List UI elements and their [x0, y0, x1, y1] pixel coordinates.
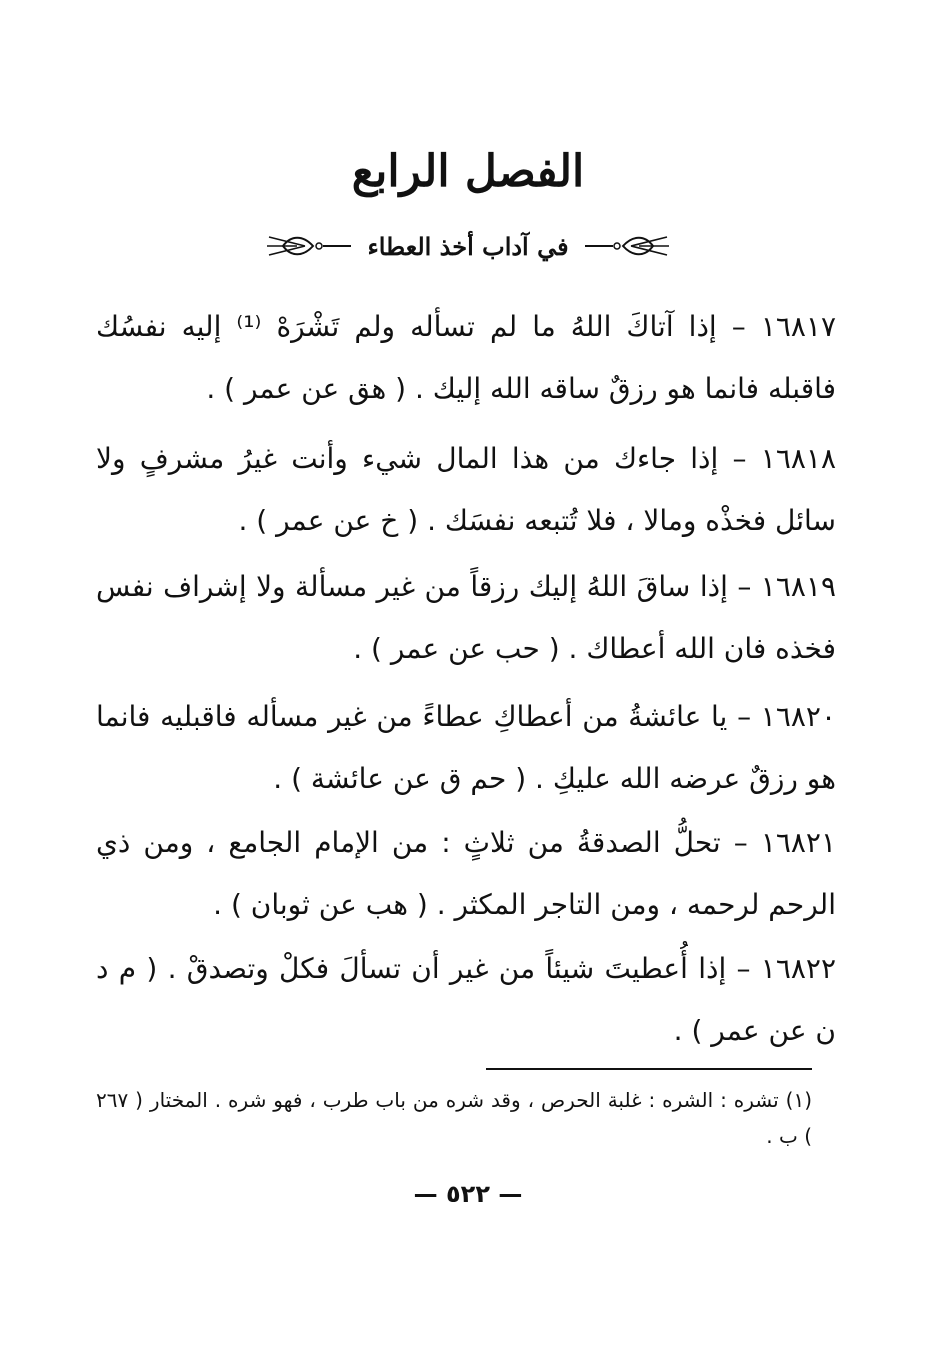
hadith-number: ١٦٨١٧: [760, 310, 837, 343]
hadith-entry: [96, 296, 836, 420]
hadith-entry: [96, 428, 836, 552]
hadith-entry: [96, 812, 836, 936]
hadith-text: – إذا جاءك من هذا المال شيء وأنت غيرُ مشرفٍ ولا سائل فخذْه ومالا ، فلا تُتبعه نفسَك . ( خ عن عمر ) .: [96, 442, 836, 537]
hadith-number: ١٦٨٢١: [760, 826, 837, 859]
floral-ornament-icon: [265, 233, 353, 259]
hadith-number: ١٦٨٢٢: [760, 952, 836, 985]
footnote-divider: [486, 1068, 812, 1070]
chapter-title: الفصل الرابع: [351, 146, 585, 197]
hadith-entry: [96, 686, 836, 810]
hadith-text: – يا عائشةُ من أعطاكِ عطاءً من غير مسأله فاقبليه فانما هو رزقٌ عرضه الله عليكِ . ( حم ق عن عائشة ) .: [96, 700, 836, 795]
hadith-number: ١٦٨١٨: [760, 442, 836, 475]
hadith-entry: [96, 556, 836, 680]
hadith-number: ١٦٨١٩: [760, 570, 836, 603]
hadith-number: ١٦٨٢٠: [760, 700, 836, 733]
hadith-text: – تحلُّ الصدقةُ من ثلاثٍ : من الإمام الجامع ، ومن ذي الرحم لرحمه ، ومن التاجر المكثر . ( هب عن ثوبان ) .: [96, 826, 836, 921]
footnote: (١) تشره : الشره : غلبة الحرص ، وقد شره من باب طرب ، فهو شره . المختار ( ٢٦٧ ) ب .: [96, 1088, 812, 1148]
page-number: — ٥٢٢ —: [413, 1180, 523, 1208]
hadith-text: – إذا آتاكَ اللهُ ما لم تسأله ولم تَشْرَهْ ⁽¹⁾ إليه نفسُك فاقبله فانما هو رزقٌ ساقه الله إليك . ( هق عن عمر ) .: [96, 310, 836, 405]
chapter-subtitle: في آداب أخذ العطاء: [367, 231, 569, 261]
hadith-entry: [96, 938, 836, 1062]
hadith-text: – إذا أُعطيتَ شيئاً من غير أن تسألَ فكلْ وتصدقْ . ( م د ن عن عمر ) .: [96, 952, 836, 1047]
floral-ornament-icon: [583, 233, 671, 259]
hadith-text: – إذا ساقَ اللهُ إليك رزقاً من غير مسألة ولا إشراف نفس فخذه فان الله أعطاك . ( حب عن عمر ) .: [96, 570, 836, 665]
chapter-subtitle-row: [0, 226, 936, 266]
